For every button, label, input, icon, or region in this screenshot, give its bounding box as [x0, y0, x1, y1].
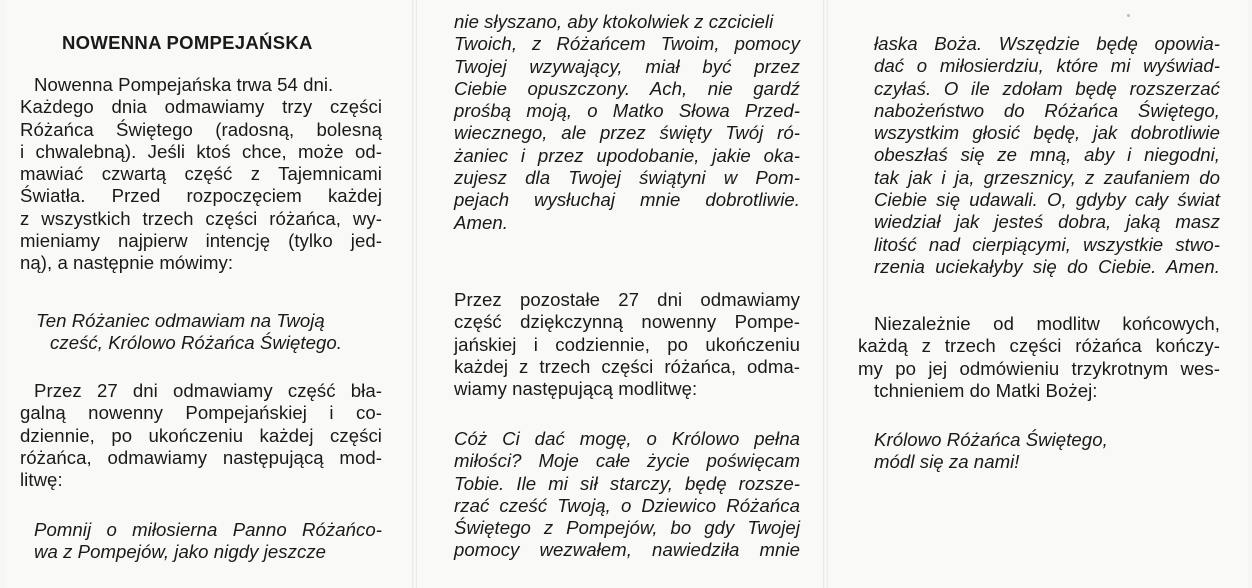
document-title: NOWENNA POMPEJAŃSKA: [62, 32, 313, 53]
thanksgiving-paragraph: Przez pozostałe 27 dni odmawiamy część dziękczynną nowenny Pompe- jańskiej i codziennie, po ukończeniu każdej z trzech części różańca, odma- wiamy następującą modlitwę:: [454, 289, 800, 400]
thanksgiving-prayer-continued: łaska Boża. Wszędzie będę opowia- dać o miłosierdziu, które mi wyświad- czyłaś. O ile zdołam będę rozszerzać nabożeństwo do Różańca Świętego, wszystkim głosić będę, jak dobrotliwie obeszłaś się ze mną, aby i niegodni, tak jak i ja, grzesznicy, z zaufaniem do Ciebie się udawali. O, gdyby cały świat wiedział jak jesteś dobra, jaką masz litość nad cierpiącymi, wszystkie stwo- rzenia uciekałyby się do Ciebie. Amen.: [874, 33, 1220, 277]
thanksgiving-prayer: Cóż Ci dać mogę, o Królowo pełna miłości? Moje całe życie poświęcam Tobie. Ile mi sił starczy, będę rozsze- rzać cześć Twoją, o Dziewico Różańca Świętego z Pompejów, bo gdy Twojej pomocy wezwałem, nawiedziła mnie: [454, 428, 800, 561]
intro-paragraph: Nowenna Pompejańska trwa 54 dni. Każdego dnia odmawiamy trzy części Różańca Świętego (radosną, bolesną i chwalebną). Jeśli ktoś chce, może od- mawiać czwartą część z Tajemnicami Światła. Przed rozpoczęciem każdej z wszystkich trzech części różańca, wy- mieniamy najpierw intencję (tylko jed- ną), a następnie mówimy:: [20, 74, 382, 274]
print-speck: [1127, 14, 1130, 17]
opening-prayer: Ten Różaniec odmawiam na Twoją cześć, Królowo Różańca Świętego.: [36, 310, 343, 354]
petition-prayer: Pomnij o miłosierna Panno Różańco- wa z Pompejów, jako nigdy jeszcze: [34, 519, 382, 563]
closing-prayer: Królowo Różańca Świętego, módl się za nami!: [874, 429, 1108, 473]
closing-paragraph: Niezależnie od modlitw końcowych, każdą z trzech części różańca kończy- my po jej odmówieniu trzykrotnym wes- tchnieniem do Matki Bożej:: [858, 313, 1220, 401]
fold-line: [412, 0, 417, 588]
fold-line: [823, 0, 828, 588]
petition-paragraph: Przez 27 dni odmawiamy część bła- galną nowenny Pompejańskiej i co- dziennie, po ukończeniu każdej części różańca, odmawiamy następującą mod- litwę:: [20, 380, 382, 491]
petition-prayer-continued: nie słyszano, aby ktokolwiek z czcicieli Twoich, z Różańcem Twoim, pomocy Twojej wzywający, miał być przez Ciebie opuszczony. Ach, nie gardź prośbą moją, o Matko Słowa Przed- wiecznego, ale przez święty Twój ró- żaniec i przez upodobanie, jakie oka- zujesz dla Twojej świątyni w Pom- pejach wysłuchaj mnie dobrotliwie. Amen.: [454, 11, 800, 233]
